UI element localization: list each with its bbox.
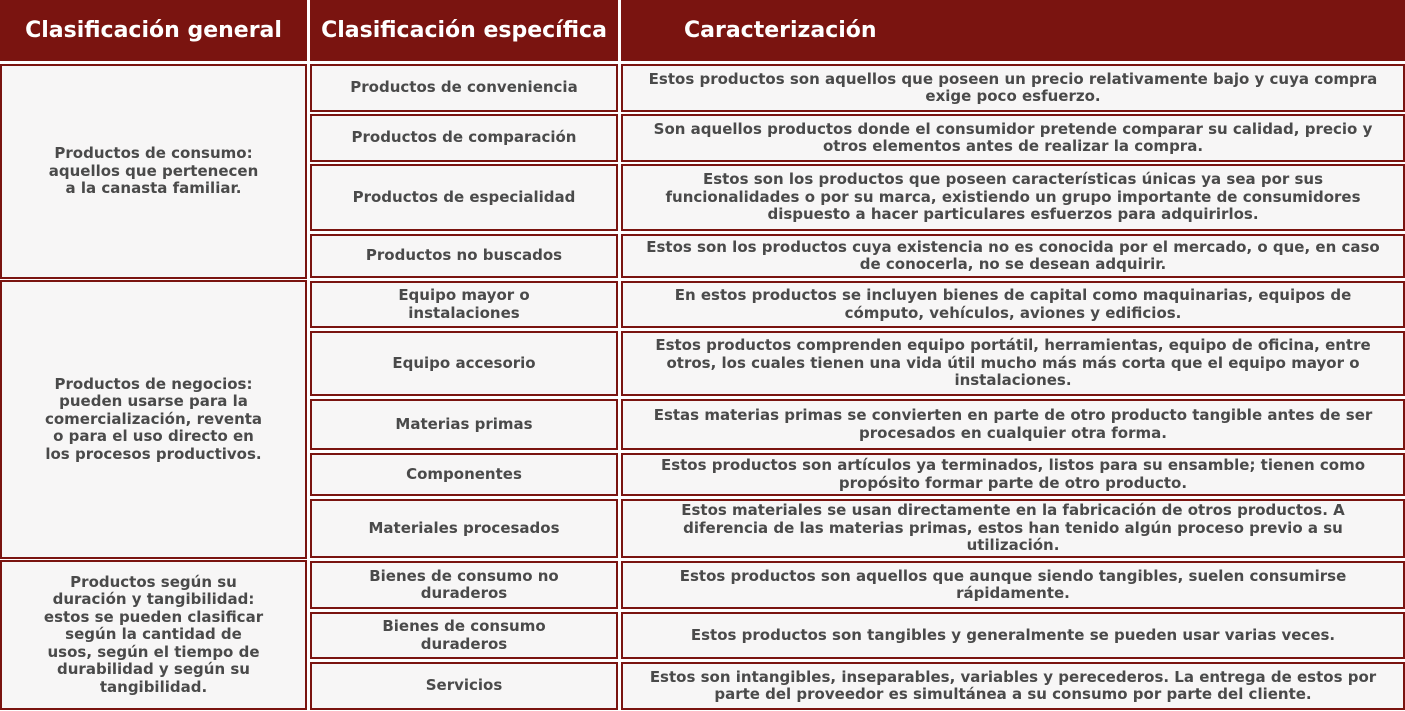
specific-category-cell bbox=[310, 331, 618, 396]
general-category-cell-text: Productos de consumo: aquellos que pertenecen a la canasta familiar. bbox=[48, 144, 259, 198]
characterization-cell bbox=[621, 612, 1405, 659]
header-clasificacion-general bbox=[0, 0, 307, 61]
characterization-cell bbox=[621, 662, 1405, 710]
header-caracterizacion bbox=[621, 0, 1405, 61]
general-category-cell-text: Productos según su duración y tangibilidad: estos se pueden clasificar según la cantidad de usos, según el tiempo de durabilidad y según su tangibilidad. bbox=[43, 572, 264, 696]
characterization-cell-text: Estos materiales se usan directamente en la fabricación de otros productos. A diferencia de las materias primas, estos han tenido algún proceso previo a su utilización. bbox=[681, 501, 1345, 555]
characterization-cell bbox=[621, 399, 1405, 450]
characterization-cell bbox=[621, 64, 1405, 112]
characterization-cell bbox=[621, 114, 1405, 162]
specific-category-cell-text: Productos de comparación bbox=[351, 128, 577, 147]
characterization-cell-text: Estos productos son aquellos que aunque siendo tangibles, suelen consumirse rápidamente. bbox=[679, 566, 1347, 602]
characterization-cell-text: Estos productos son aquellos que poseen un precio relativamente bajo y cuya compra exige poco esfuerzo. bbox=[648, 69, 1378, 105]
header-clasificacion-general-text: Clasificación general bbox=[25, 18, 282, 43]
header-clasificacion-especifica-text: Clasificación específica bbox=[321, 18, 607, 43]
specific-category-cell bbox=[310, 234, 618, 278]
characterization-cell bbox=[621, 499, 1405, 558]
characterization-cell bbox=[621, 453, 1405, 496]
specific-category-cell bbox=[310, 662, 618, 710]
specific-category-cell-text: Productos no buscados bbox=[365, 246, 563, 265]
general-category-cell bbox=[0, 560, 307, 710]
specific-category-cell-text: Equipo accesorio bbox=[392, 353, 536, 372]
characterization-cell-text: Estos productos son tangibles y generalmente se pueden usar varias veces. bbox=[690, 625, 1336, 644]
characterization-cell-text: Estos son los productos cuya existencia no es conocida por el mercado, o que, en caso de conocerla, no se desean adquirir. bbox=[646, 237, 1380, 273]
specific-category-cell bbox=[310, 453, 618, 496]
characterization-cell bbox=[621, 561, 1405, 609]
general-category-cell-text: Productos de negocios: pueden usarse para la comercialización, reventa o para el uso directo en los procesos productivos. bbox=[44, 374, 263, 463]
specific-category-cell bbox=[310, 64, 618, 112]
specific-category-cell-text: Componentes bbox=[406, 464, 522, 483]
specific-category-cell bbox=[310, 281, 618, 328]
specific-category-cell-text: Servicios bbox=[425, 676, 503, 695]
specific-category-cell bbox=[310, 612, 618, 659]
specific-category-cell bbox=[310, 114, 618, 162]
specific-category-cell bbox=[310, 399, 618, 450]
characterization-cell bbox=[621, 331, 1405, 396]
characterization-cell-text: En estos productos se incluyen bienes de capital como maquinarias, equipos de cómputo, vehículos, aviones y edificios. bbox=[674, 286, 1352, 322]
characterization-cell-text: Estas materias primas se convierten en parte de otro producto tangible antes de ser procesados en cualquier otra forma. bbox=[653, 406, 1373, 442]
specific-category-cell bbox=[310, 499, 618, 558]
specific-category-cell bbox=[310, 561, 618, 609]
characterization-cell-text: Estos productos son artículos ya terminados, listos para su ensamble; tienen como propósito formar parte de otro producto. bbox=[660, 456, 1366, 492]
characterization-cell-text: Estos son los productos que poseen características únicas ya sea por sus funcionalidades o por su marca, existiendo un grupo importante de consumidores dispuesto a hacer particulares esfuerzos para adquirirlos. bbox=[665, 170, 1361, 224]
header-caracterizacion-text: Caracterización bbox=[684, 18, 877, 43]
specific-category-cell bbox=[310, 164, 618, 231]
characterization-cell-text: Son aquellos productos donde el consumidor pretende comparar su calidad, precio y otros elementos antes de realizar la compra. bbox=[653, 119, 1373, 155]
specific-category-cell-text: Productos de especialidad bbox=[352, 187, 576, 206]
characterization-cell bbox=[621, 164, 1405, 231]
characterization-cell-text: Estos son intangibles, inseparables, variables y perecederos. La entrega de estos por parte del proveedor es simultánea a su consumo por parte del cliente. bbox=[649, 667, 1377, 703]
specific-category-cell-text: Productos de conveniencia bbox=[350, 78, 578, 97]
specific-category-cell-text: Equipo mayor o instalaciones bbox=[398, 286, 530, 322]
specific-category-cell-text: Materias primas bbox=[395, 414, 533, 433]
specific-category-cell-text: Materiales procesados bbox=[368, 518, 560, 537]
general-category-cell bbox=[0, 64, 307, 279]
header-clasificacion-especifica bbox=[310, 0, 618, 61]
characterization-cell bbox=[621, 281, 1405, 328]
characterization-cell-text: Estos productos comprenden equipo portátil, herramientas, equipo de oficina, entre otros, los cuales tienen una vida útil mucho más más corta que el equipo mayor o instalaciones. bbox=[655, 336, 1371, 390]
specific-category-cell-text: Bienes de consumo no duraderos bbox=[369, 566, 559, 602]
specific-category-cell-text: Bienes de consumo duraderos bbox=[382, 617, 546, 653]
characterization-cell bbox=[621, 234, 1405, 278]
general-category-cell bbox=[0, 280, 307, 559]
